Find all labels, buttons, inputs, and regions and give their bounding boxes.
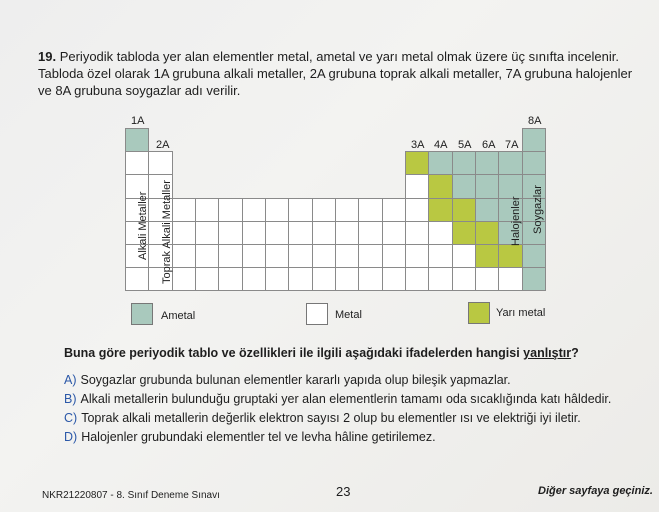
- question-number: 19.: [38, 49, 57, 64]
- option-c-text: Toprak alkali metallerin değerlik elektron sayısı 2 olup bu elementler ısı ve elektriği iyi iletir.: [81, 411, 581, 425]
- table-cell: [405, 267, 429, 291]
- table-cell: [382, 198, 406, 222]
- option-c-letter: C): [64, 411, 78, 425]
- table-cell: [218, 221, 242, 245]
- table-cell: [312, 244, 336, 268]
- page-number: 23: [336, 484, 351, 499]
- table-cell: [475, 198, 499, 222]
- group-label-1a: 1A: [131, 115, 145, 127]
- table-cell: [265, 244, 289, 268]
- table-cell: [428, 267, 452, 291]
- exam-code: NKR21220807 - 8. Sınıf Deneme Sınavı: [42, 490, 220, 501]
- group-label-8a: 8A: [528, 115, 542, 127]
- table-cell: [288, 244, 312, 268]
- table-cell: [218, 244, 242, 268]
- prompt-text: Buna göre periyodik tablo ve özellikleri ile ilgili aşağıdaki ifadelerden hangisi: [64, 346, 524, 360]
- table-cell: [405, 221, 429, 245]
- table-cell: [242, 198, 266, 222]
- label-toprak-alkali-metaller: Toprak Alkali Metaller: [161, 180, 173, 284]
- option-a[interactable]: [64, 373, 511, 387]
- table-cell: [218, 267, 242, 291]
- option-a-text: Soygazlar grubunda bulunan elementler kararlı yapıda olup bileşik yapmazlar.: [80, 373, 511, 387]
- table-cell: [452, 174, 476, 198]
- table-cell: [288, 198, 312, 222]
- table-cell: [265, 267, 289, 291]
- label-halojenler: Halojenler: [510, 196, 522, 246]
- option-b-text: Alkali metallerin bulunduğu gruptaki yer alan elementlerin tamamı oda sıcaklığında katı hâldedir.: [80, 392, 612, 406]
- table-cell: [452, 221, 476, 245]
- table-cell: [405, 174, 429, 198]
- option-b-letter: B): [64, 392, 77, 406]
- table-cell: [195, 221, 219, 245]
- table-cell: [522, 267, 546, 291]
- table-cell: [428, 244, 452, 268]
- table-cell: [498, 174, 522, 198]
- table-cell: [382, 221, 406, 245]
- table-cell: [335, 267, 359, 291]
- table-cell: [312, 198, 336, 222]
- table-cell: [125, 151, 149, 175]
- table-cell: [428, 174, 452, 198]
- legend-label-yari-metal: Yarı metal: [496, 307, 546, 319]
- table-cell: [382, 244, 406, 268]
- table-cell: [312, 221, 336, 245]
- legend-swatch-ametal: [131, 303, 153, 325]
- table-cell: [498, 151, 522, 175]
- label-soygazlar: Soygazlar: [532, 185, 544, 234]
- option-a-letter: A): [64, 373, 77, 387]
- option-c[interactable]: [64, 411, 581, 425]
- table-cell: [475, 267, 499, 291]
- table-cell: [148, 151, 172, 175]
- table-cell: [125, 267, 149, 291]
- table-cell: [358, 221, 382, 245]
- table-cell: [498, 244, 522, 268]
- table-cell: [452, 267, 476, 291]
- table-cell: [522, 151, 546, 175]
- table-cell: [452, 151, 476, 175]
- table-cell: [335, 221, 359, 245]
- table-cell: [265, 221, 289, 245]
- table-cell: [358, 267, 382, 291]
- option-d-letter: D): [64, 430, 78, 444]
- table-cell: [475, 244, 499, 268]
- table-cell: [195, 267, 219, 291]
- table-cell: [288, 221, 312, 245]
- table-cell: [335, 198, 359, 222]
- group-label-3a: 3A: [411, 139, 425, 151]
- question-stem: [38, 48, 638, 99]
- table-cell: [522, 128, 546, 152]
- table-cell: [335, 244, 359, 268]
- table-cell: [312, 267, 336, 291]
- group-label-7a: 7A: [505, 139, 519, 151]
- table-cell: [452, 244, 476, 268]
- table-cell: [405, 198, 429, 222]
- group-label-6a: 6A: [482, 139, 496, 151]
- label-alkali-metaller: Alkali Metaller: [137, 191, 149, 260]
- table-cell: [242, 221, 266, 245]
- question-text: Periyodik tabloda yer alan elementler metal, ametal ve yarı metal olmak üzere üç sınıfta incelenir. Tabloda özel olarak 1A grubuna alkali metaller, 2A grubuna toprak alkali metaller, 7A grubuna halojenler ve 8A grubuna soygazlar adı verilir.: [38, 49, 633, 98]
- option-b[interactable]: [64, 392, 611, 406]
- table-cell: [242, 267, 266, 291]
- table-cell: [382, 267, 406, 291]
- legend-label-metal: Metal: [335, 309, 362, 321]
- periodic-table-grid: [125, 128, 545, 296]
- table-cell: [195, 244, 219, 268]
- group-label-4a: 4A: [434, 139, 448, 151]
- table-cell: [522, 244, 546, 268]
- table-cell: [498, 267, 522, 291]
- table-cell: [475, 221, 499, 245]
- table-cell: [358, 244, 382, 268]
- table-cell: [288, 267, 312, 291]
- table-cell: [358, 198, 382, 222]
- table-cell: [218, 198, 242, 222]
- legend-label-ametal: Ametal: [161, 310, 196, 322]
- table-cell: [172, 198, 196, 222]
- table-cell: [428, 198, 452, 222]
- option-d-text: Halojenler grubundaki elementler tel ve levha hâline getirilemez.: [81, 430, 436, 444]
- legend-swatch-yari-metal: [468, 302, 490, 324]
- prompt-emphasis: yanlıştır: [523, 346, 572, 360]
- table-cell: [125, 128, 149, 152]
- next-page-note: Diğer sayfaya geçiniz.: [538, 485, 653, 497]
- table-cell: [428, 221, 452, 245]
- table-cell: [265, 198, 289, 222]
- table-cell: [172, 267, 196, 291]
- table-cell: [405, 244, 429, 268]
- prompt-end: ?: [571, 346, 579, 360]
- table-cell: [475, 174, 499, 198]
- table-cell: [172, 221, 196, 245]
- table-cell: [475, 151, 499, 175]
- table-cell: [242, 244, 266, 268]
- option-d[interactable]: [64, 430, 436, 444]
- table-cell: [405, 151, 429, 175]
- table-cell: [428, 151, 452, 175]
- table-cell: [195, 198, 219, 222]
- group-label-5a: 5A: [458, 139, 472, 151]
- question-prompt: [64, 346, 579, 360]
- group-label-2a: 2A: [156, 139, 170, 151]
- table-cell: [172, 244, 196, 268]
- legend-swatch-metal: [306, 303, 328, 325]
- table-cell: [452, 198, 476, 222]
